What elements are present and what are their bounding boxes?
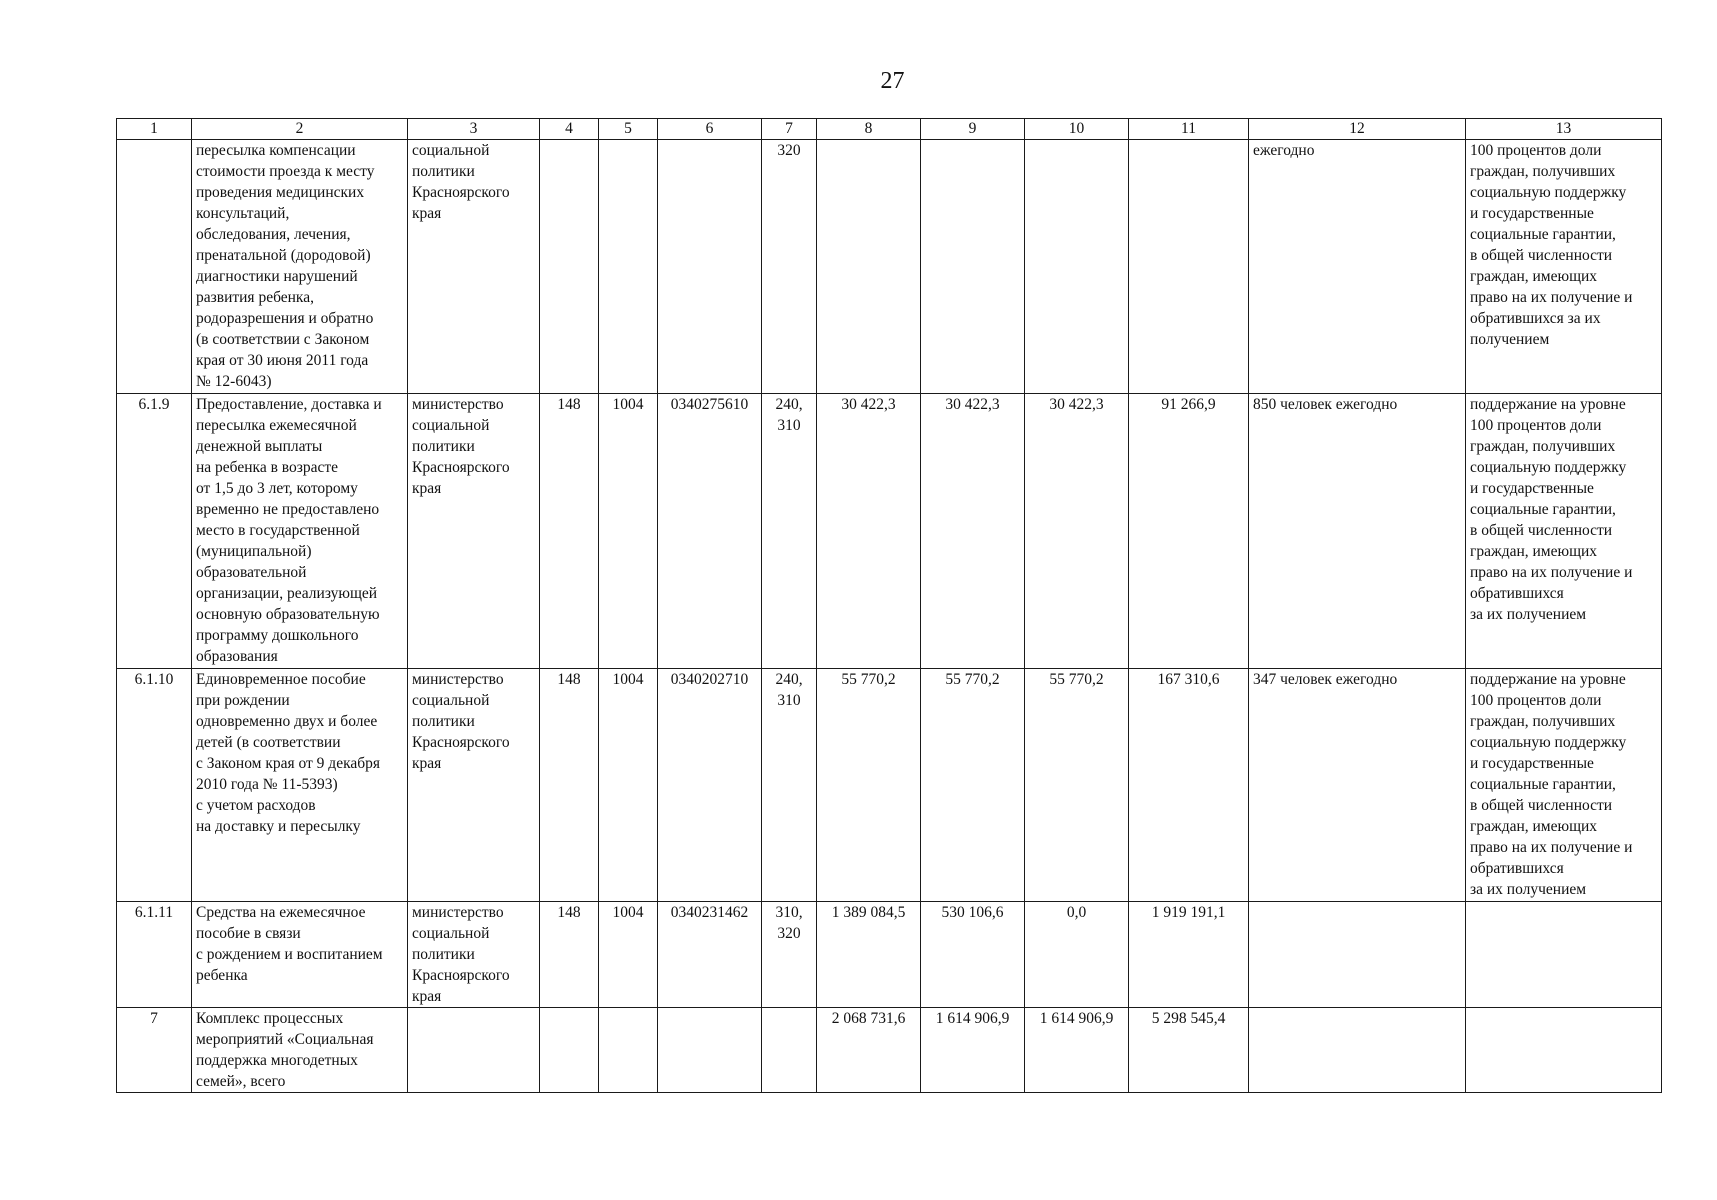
amount-year-2: 1 614 906,9: [921, 1008, 1025, 1093]
amount-year-1: [817, 140, 921, 394]
indicator: [1466, 902, 1662, 1008]
column-header: 10: [1025, 119, 1129, 140]
target-article-code: [658, 1008, 762, 1093]
expense-type-code: 320: [762, 140, 817, 394]
expense-type-code: 240, 310: [762, 394, 817, 669]
measure-name: Комплекс процессных мероприятий «Социальная поддержка многодетных семей», всего: [192, 1008, 408, 1093]
amount-total: 167 310,6: [1129, 669, 1249, 902]
amount-year-1: 30 422,3: [817, 394, 921, 669]
executor: социальной политики Красноярского края: [408, 140, 540, 394]
column-header: 5: [599, 119, 658, 140]
table-row: [117, 669, 1662, 902]
amount-year-2: 30 422,3: [921, 394, 1025, 669]
row-number: [117, 140, 192, 394]
amount-year-3: 0,0: [1025, 902, 1129, 1008]
grbs-code: 148: [540, 394, 599, 669]
amount-total: [1129, 140, 1249, 394]
measure-name: Единовременное пособие при рождении одновременно двух и более детей (в соответствии с Законом края от 9 декабря 2010 года № 11-5393) с учетом расходов на доставку и пересылку: [192, 669, 408, 902]
amount-year-1: 1 389 084,5: [817, 902, 921, 1008]
section-code: [599, 1008, 658, 1093]
indicator: поддержание на уровне 100 процентов доли граждан, получивших социальную поддержку и государственные социальные гарантии, в общей численности граждан, имеющих право на их получение и обратившихся за их получением: [1466, 394, 1662, 669]
table-row: [117, 394, 1662, 669]
executor: министерство социальной политики Красноярского края: [408, 669, 540, 902]
budget-table: [116, 118, 1662, 1093]
column-header: 7: [762, 119, 817, 140]
section-code: [599, 140, 658, 394]
amount-year-2: [921, 140, 1025, 394]
expense-type-code: 310, 320: [762, 902, 817, 1008]
column-number-row: [117, 119, 1662, 140]
amount-year-1: 2 068 731,6: [817, 1008, 921, 1093]
column-header: 6: [658, 119, 762, 140]
executor: министерство социальной политики Красноярского края: [408, 902, 540, 1008]
expected-result: [1249, 1008, 1466, 1093]
table-row: [117, 902, 1662, 1008]
target-article-code: 0340275610: [658, 394, 762, 669]
grbs-code: 148: [540, 902, 599, 1008]
expected-result: 347 человек ежегодно: [1249, 669, 1466, 902]
amount-total: 5 298 545,4: [1129, 1008, 1249, 1093]
amount-total: 91 266,9: [1129, 394, 1249, 669]
grbs-code: [540, 1008, 599, 1093]
row-number: 6.1.9: [117, 394, 192, 669]
grbs-code: [540, 140, 599, 394]
row-number: 7: [117, 1008, 192, 1093]
column-header: 2: [192, 119, 408, 140]
column-header: 9: [921, 119, 1025, 140]
section-code: 1004: [599, 669, 658, 902]
page-number: 27: [880, 68, 905, 94]
table-row: [117, 140, 1662, 394]
amount-year-3: 30 422,3: [1025, 394, 1129, 669]
executor: министерство социальной политики Красноярского края: [408, 394, 540, 669]
target-article-code: [658, 140, 762, 394]
column-header: 4: [540, 119, 599, 140]
executor: [408, 1008, 540, 1093]
column-header: 13: [1466, 119, 1662, 140]
indicator: 100 процентов доли граждан, получивших социальную поддержку и государственные социальные гарантии, в общей численности граждан, имеющих право на их получение и обратившихся за их получением: [1466, 140, 1662, 394]
amount-year-3: [1025, 140, 1129, 394]
indicator: [1466, 1008, 1662, 1093]
column-header: 8: [817, 119, 921, 140]
measure-name: пересылка компенсации стоимости проезда к месту проведения медицинских консультаций, обследования, лечения, пренатальной (дородовой) диагностики нарушений развития ребенка, родоразрешения и обратно (в соответствии с Законом края от 30 июня 2011 года № 12-6043): [192, 140, 408, 394]
target-article-code: 0340202710: [658, 669, 762, 902]
measure-name: Предоставление, доставка и пересылка ежемесячной денежной выплаты на ребенка в возрасте от 1,5 до 3 лет, которому временно не предоставлено место в государственной (муниципальной) образовательной организации, реализующей основную образовательную программу дошкольного образования: [192, 394, 408, 669]
column-header: 3: [408, 119, 540, 140]
section-code: 1004: [599, 902, 658, 1008]
row-number: 6.1.10: [117, 669, 192, 902]
amount-year-3: 55 770,2: [1025, 669, 1129, 902]
expected-result: [1249, 902, 1466, 1008]
column-header: 12: [1249, 119, 1466, 140]
grbs-code: 148: [540, 669, 599, 902]
expense-type-code: 240, 310: [762, 669, 817, 902]
indicator: поддержание на уровне 100 процентов доли граждан, получивших социальную поддержку и государственные социальные гарантии, в общей численности граждан, имеющих право на их получение и обратившихся за их получением: [1466, 669, 1662, 902]
amount-year-3: 1 614 906,9: [1025, 1008, 1129, 1093]
section-code: 1004: [599, 394, 658, 669]
measure-name: Средства на ежемесячное пособие в связи с рождением и воспитанием ребенка: [192, 902, 408, 1008]
table-row: [117, 1008, 1662, 1093]
column-header: 11: [1129, 119, 1249, 140]
row-number: 6.1.11: [117, 902, 192, 1008]
expected-result: 850 человек ежегодно: [1249, 394, 1466, 669]
expected-result: ежегодно: [1249, 140, 1466, 394]
amount-year-2: 530 106,6: [921, 902, 1025, 1008]
target-article-code: 0340231462: [658, 902, 762, 1008]
amount-year-2: 55 770,2: [921, 669, 1025, 902]
amount-year-1: 55 770,2: [817, 669, 921, 902]
column-header: 1: [117, 119, 192, 140]
amount-total: 1 919 191,1: [1129, 902, 1249, 1008]
expense-type-code: [762, 1008, 817, 1093]
